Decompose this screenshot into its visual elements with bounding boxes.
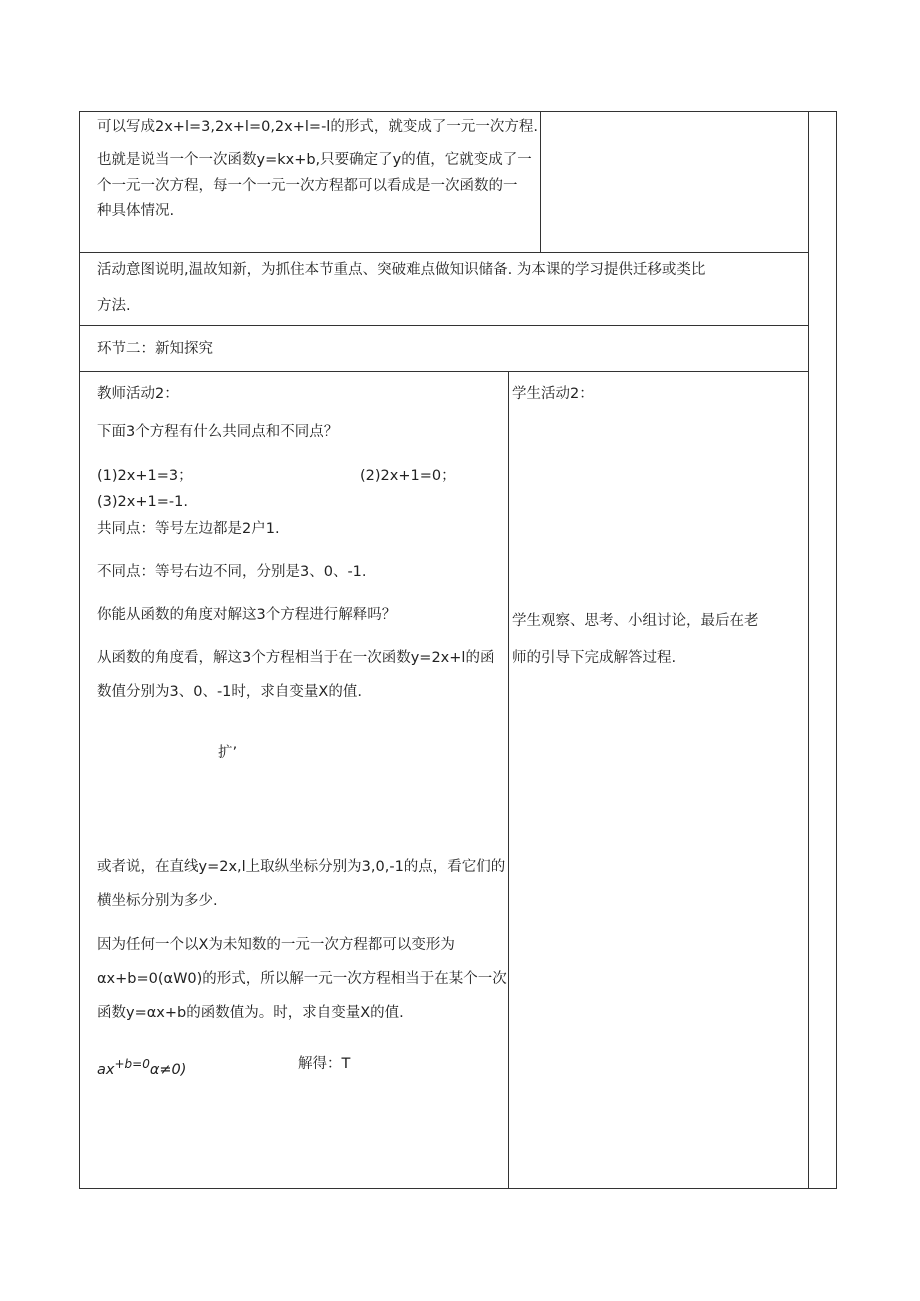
line-view-1: 或者说，在直线y=2x,l上取纵坐标分别为3,0,-1的点，看它们的	[97, 859, 506, 875]
student-line-2: 师的引导下完成解答过程.	[512, 650, 677, 666]
general-form-2: αx+b=0(αW0)的形式，所以解一元一次方程相当于在某个一次	[97, 971, 507, 987]
equation-3: (3)2x+1=-1.	[97, 494, 188, 510]
section-title: 环节二：新知探究	[97, 341, 213, 357]
solve-label: 解得：T	[298, 1056, 351, 1072]
general-form-3: 函数y=αx+b的函数值为。时，求自变量X的值.	[97, 1005, 404, 1021]
figure-mark: 扩’	[218, 745, 238, 761]
border-h3	[79, 371, 809, 372]
row2-line-1: 活动意图说明,温故知新，为抓住本节重点、突破难点做知识储备. 为本课的学习提供迁移或类比	[97, 262, 706, 278]
row2-line-2: 方法.	[97, 298, 131, 314]
border-bottom	[79, 1188, 837, 1189]
formula-main: ax	[97, 1061, 115, 1078]
border-activity-divider	[508, 371, 509, 1188]
function-view-line-2: 数值分别为3、0、-1时，求自变量X的值.	[97, 684, 362, 700]
row1-line-3: 个一元一次方程，每一个一元一次方程都可以看成是一次函数的一	[97, 178, 518, 194]
border-left	[79, 111, 80, 1189]
row1-line-2: 也就是说当一个一次函数y=kx+b,只要确定了y的值，它就变成了一	[97, 152, 532, 168]
row1-line-4: 种具体情况.	[97, 203, 175, 219]
teacher-title: 教师活动2：	[97, 386, 179, 402]
border-inner-right-lower	[808, 252, 809, 1188]
function-view-line-1: 从函数的角度看，解这3个方程相当于在一次函数y=2x+l的函	[97, 650, 495, 666]
equation-2: (2)2x+1=0；	[360, 468, 456, 484]
function-question: 你能从函数的角度对解这3个方程进行解释吗？	[97, 607, 397, 623]
general-form-1: 因为任何一个以X为未知数的一元一次方程都可以变形为	[97, 937, 455, 953]
formula-condition: α≠0)	[149, 1061, 187, 1078]
line-view-2: 横坐标分别为多少.	[97, 893, 218, 909]
difference-point: 不同点：等号右边不同，分别是3、0、-1.	[97, 564, 367, 580]
border-inner-right	[808, 111, 809, 252]
border-h2	[79, 325, 809, 326]
border-row1-divider	[540, 111, 541, 252]
border-h1	[79, 252, 809, 253]
student-line-1: 学生观察、思考、小组讨论，最后在老	[512, 613, 759, 629]
formula-superscript: +b=0	[114, 1057, 150, 1071]
equation-1: (1)2x+1=3；	[97, 468, 193, 484]
border-right	[836, 111, 837, 1189]
row1-line-1: 可以写成2x+l=3,2x+l=0,2x+l=-l的形式，就变成了一元一次方程.	[97, 119, 538, 135]
formula	[97, 1054, 186, 1080]
teacher-question: 下面3个方程有什么共同点和不同点？	[97, 424, 339, 440]
student-title: 学生活动2：	[512, 386, 594, 402]
common-point: 共同点：等号左边都是2户1.	[97, 521, 280, 537]
border-top	[79, 111, 837, 112]
